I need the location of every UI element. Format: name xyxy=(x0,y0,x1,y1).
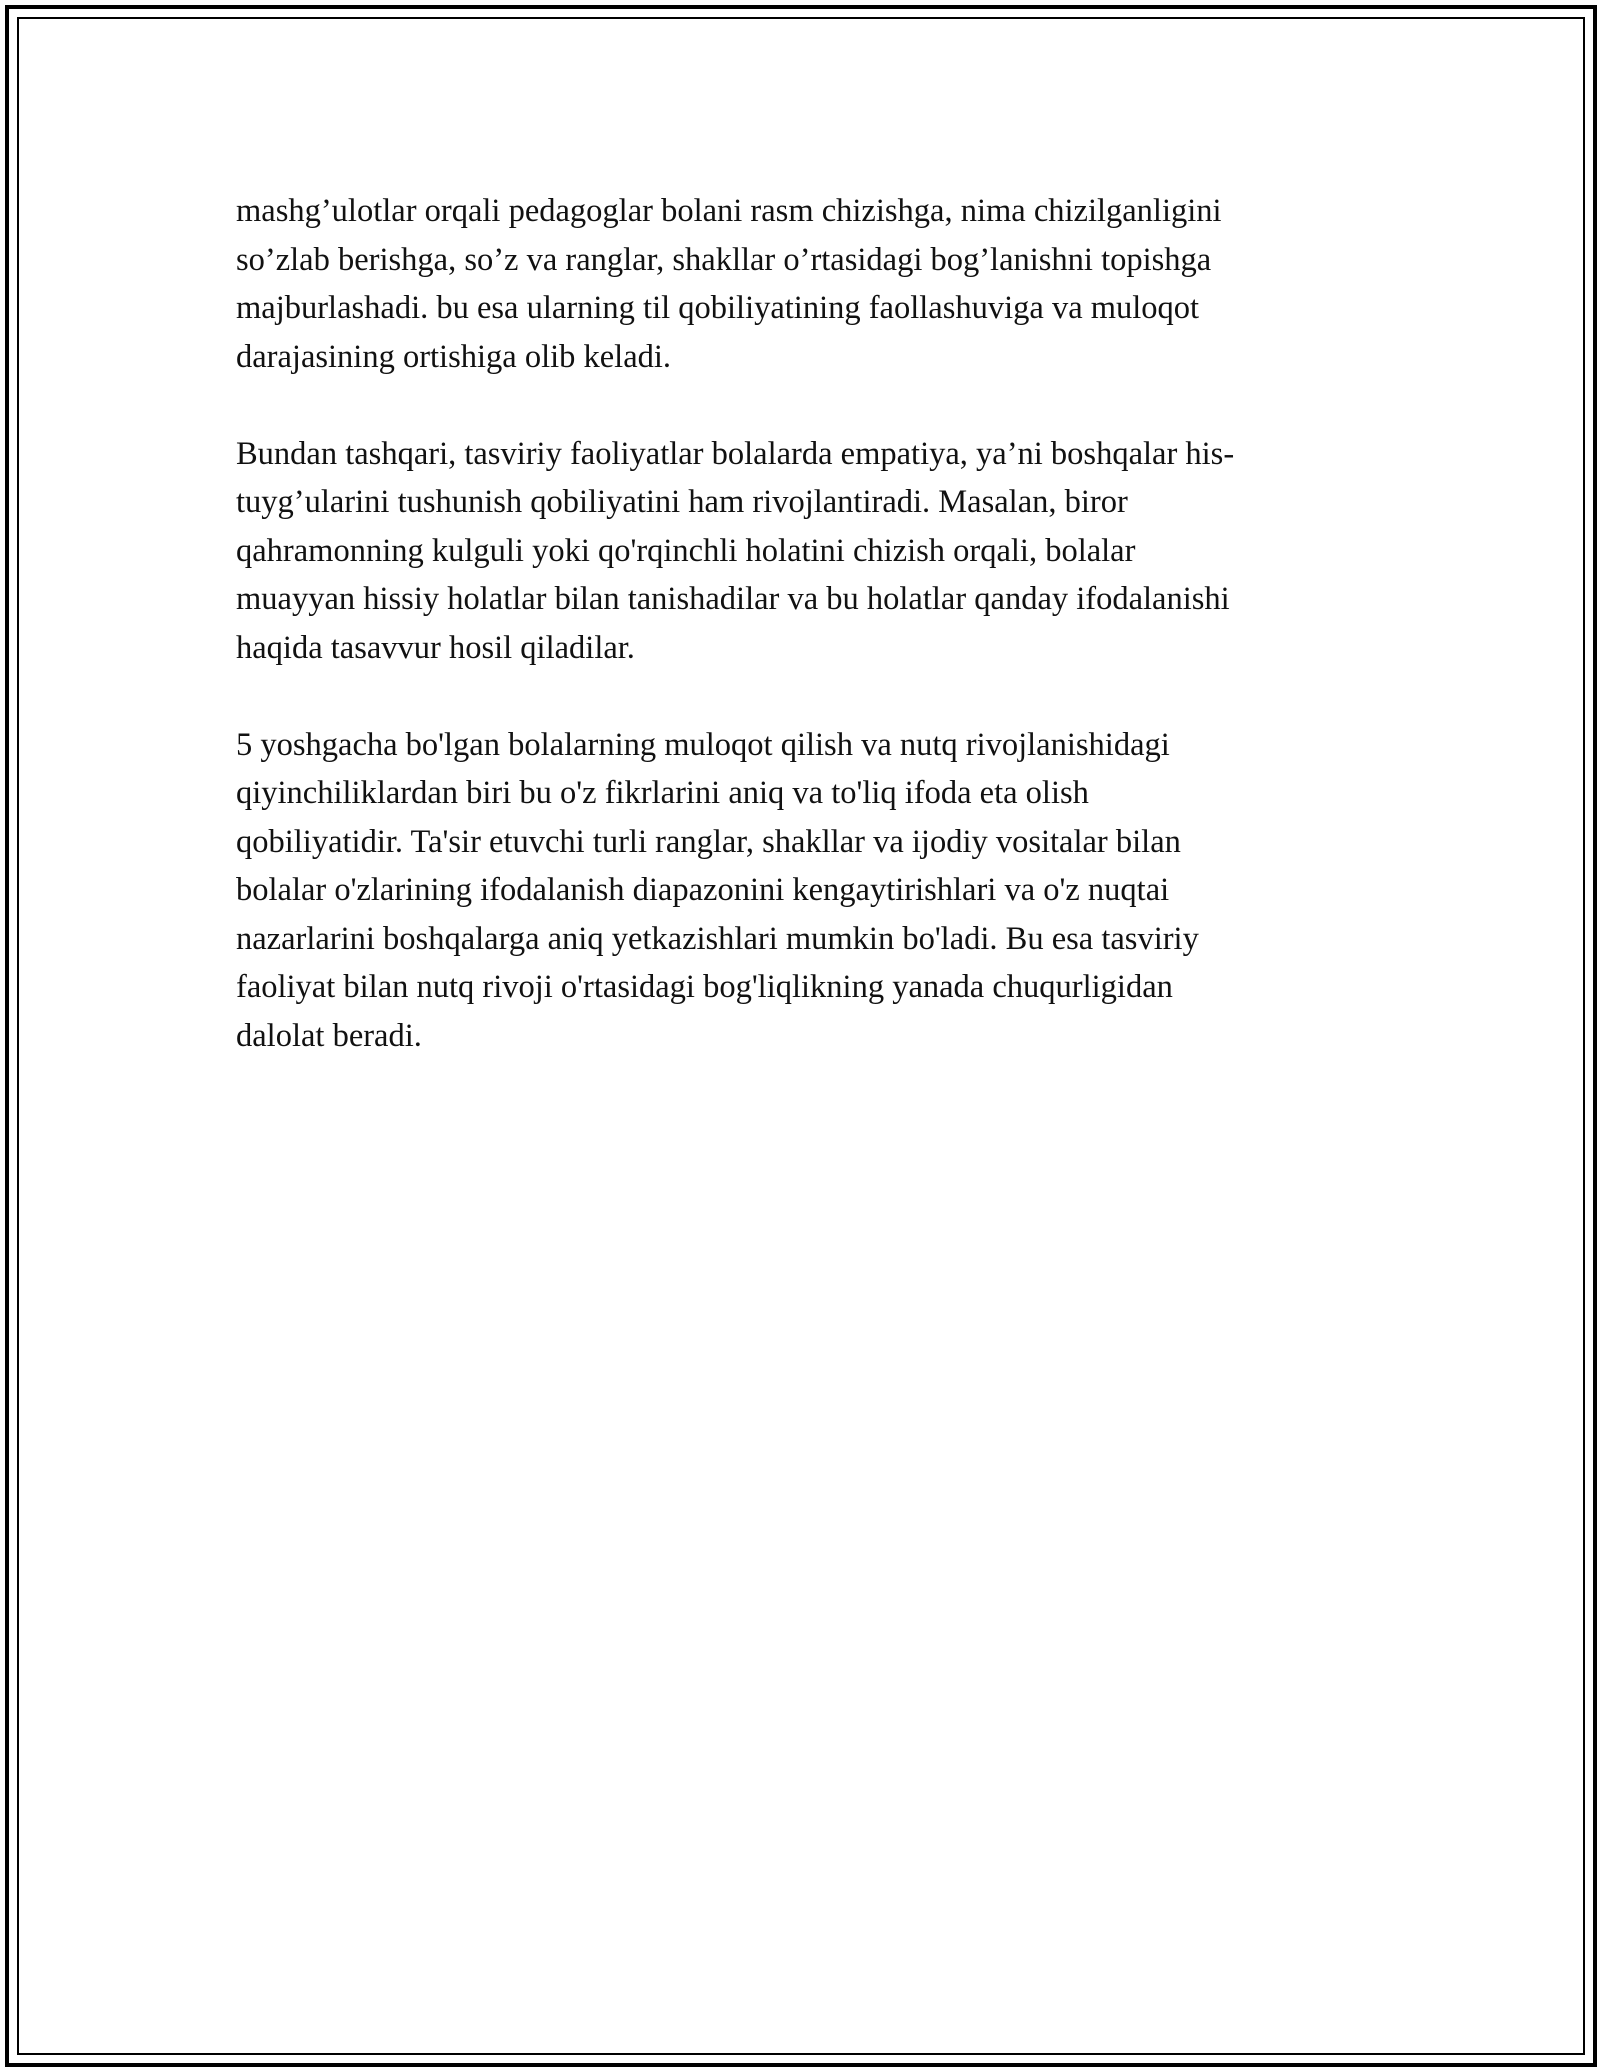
text-line: qahramonning kulguli yoki qo'rqinchli holatini chizish orqali, bolalar xyxy=(236,532,1136,569)
text-line: Bundan tashqari, tasviriy faoliyatlar bolalarda empatiya, ya’ni boshqalar his- xyxy=(236,435,1235,472)
text-line: tuyg’ularini tushunish qobiliyatini ham rivojlantiradi. Masalan, biror xyxy=(236,484,1128,520)
text-line: so’zlab berishga, so’z va ranglar, shakllar o’rtasidagi bog’lanishni topishga xyxy=(236,241,1212,278)
text-line: nazarlarini boshqalarga aniq yetkazishlari mumkin bo'ladi. Bu esa tasviriy xyxy=(236,920,1199,957)
paragraph-3 xyxy=(236,721,1366,1061)
text-line: 5 yoshgacha bo'lgan bolalarning muloqot qilish va nutq rivojlanishidagi xyxy=(236,726,1170,763)
document-body xyxy=(236,187,1366,1109)
text-line: muayyan hissiy holatlar bilan tanishadilar va bu holatlar qanday ifodalanishi xyxy=(236,581,1230,617)
paragraph-1 xyxy=(236,187,1366,381)
text-line: mashg’ulotlar orqali pedagoglar bolani rasm chizishga, nima chizilganligini xyxy=(236,193,1222,229)
paragraph-2 xyxy=(236,430,1366,673)
text-line: darajasining ortishiga olib keladi. xyxy=(236,338,672,375)
text-line: haqida tasavvur hosil qiladilar. xyxy=(236,629,635,666)
text-line: majburlashadi. bu esa ularning til qobiliyatining faollashuviga va muloqot xyxy=(236,290,1200,326)
text-line: faoliyat bilan nutq rivoji o'rtasidagi bog'liqlikning yanada chuqurligidan xyxy=(236,969,1173,1005)
text-line: bolalar o'zlarining ifodalanish diapazonini kengaytirishlari va o'z nuqtai xyxy=(236,872,1170,908)
text-line: qobiliyatidir. Ta'sir etuvchi turli ranglar, shakllar va ijodiy vositalar bilan xyxy=(236,823,1181,860)
text-line: dalolat beradi. xyxy=(236,1017,422,1054)
text-line: qiyinchiliklardan biri bu o'z fikrlarini aniq va to'liq ifoda eta olish xyxy=(236,775,1089,811)
